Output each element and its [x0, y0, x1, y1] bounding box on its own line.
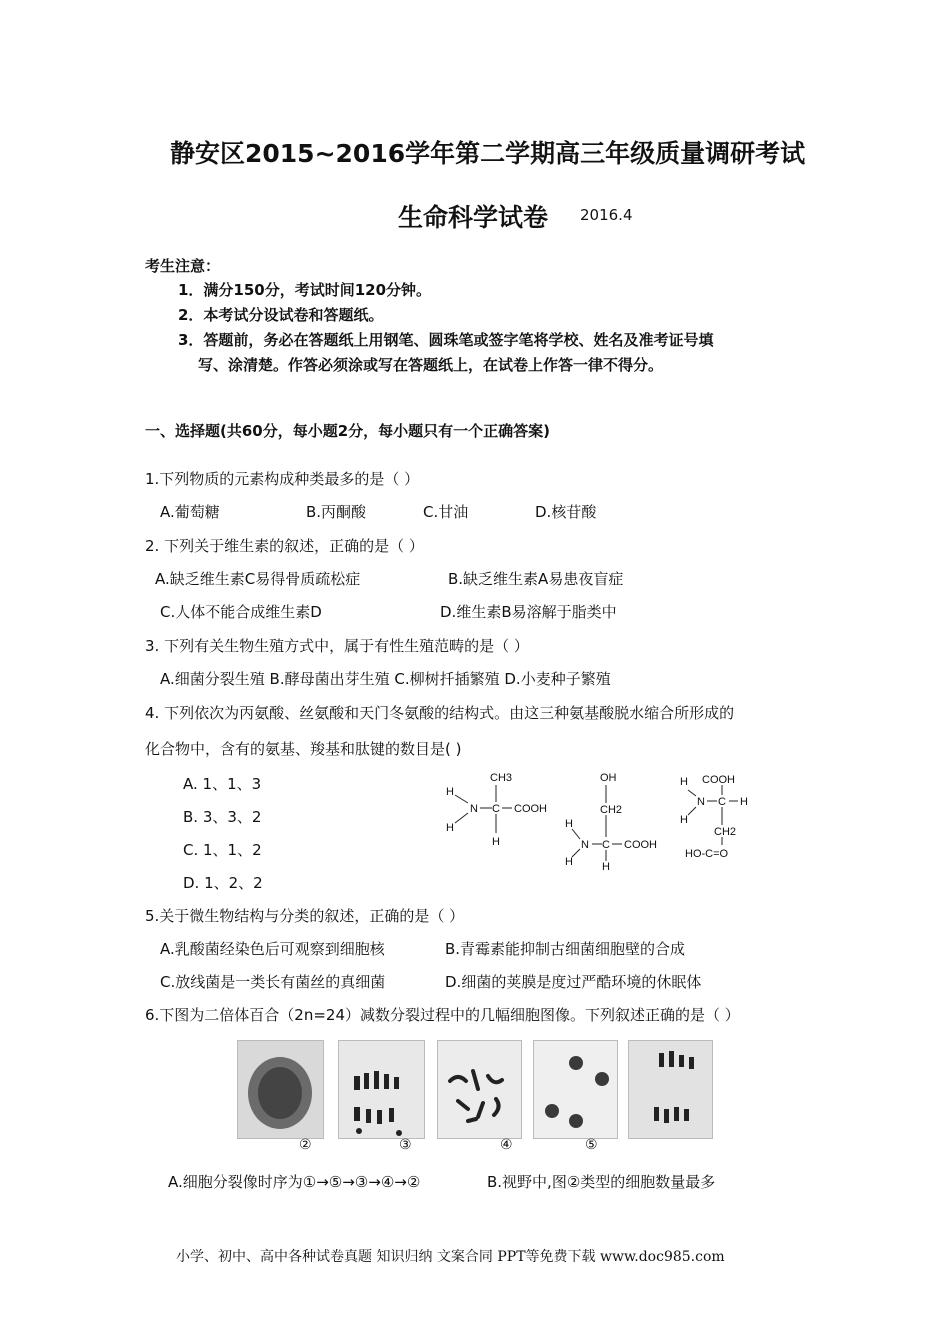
chem-label: COOH — [624, 839, 657, 851]
option-a: A. 1、1、3 — [183, 775, 262, 793]
figure-label: ② — [299, 1137, 312, 1153]
chem-label: H — [740, 796, 748, 808]
option-b: B.缺乏维生素A易患夜盲症 — [448, 570, 624, 588]
micrograph-2 — [338, 1040, 425, 1139]
option-b: B.青霉素能抑制古细菌细胞壁的合成 — [445, 940, 686, 958]
chem-label: H — [446, 786, 454, 798]
option-row: A.细菌分裂生殖 B.酵母菌出芽生殖 C.柳树扦插繁殖 D.小麦种子繁殖 — [160, 670, 611, 688]
option-c: C.甘油 — [423, 503, 469, 521]
option-c: C.人体不能合成维生素D — [160, 603, 322, 621]
option-d: D.核苷酸 — [535, 503, 597, 521]
option-b: B.丙酮酸 — [306, 503, 367, 521]
chem-label: H — [565, 856, 573, 868]
option-d: D. 1、2、2 — [183, 874, 263, 892]
chem-label: H — [446, 822, 454, 834]
option-c: C.放线菌是一类长有菌丝的真细菌 — [160, 973, 386, 991]
option-b: B. 3、3、2 — [183, 808, 262, 826]
chem-label: H — [492, 836, 500, 848]
question-stem: 6.下图为二倍体百合（2n=24）减数分裂过程中的几幅细胞图像。下列叙述正确的是（ ） — [145, 1006, 740, 1024]
option-d: D.细菌的荚膜是度过严酷环境的休眠体 — [445, 973, 702, 991]
chem-label: COOH — [514, 803, 547, 815]
question-stem: 1.下列物质的元素构成种类最多的是（ ） — [145, 470, 420, 488]
exam-subject: 生命科学试卷 — [398, 203, 549, 232]
micrograph-3 — [437, 1040, 522, 1139]
question-stem: 3. 下列有关生物生殖方式中，属于有性生殖范畴的是（ ） — [145, 637, 529, 655]
chem-label: OH — [600, 772, 617, 784]
chem-label: C — [718, 796, 726, 808]
micrograph-5 — [628, 1040, 713, 1139]
option-a: A.细胞分裂像时序为①→⑤→③→④→② — [168, 1173, 421, 1191]
option-c: C. 1、1、2 — [183, 841, 262, 859]
option-b: B.视野中,图②类型的细胞数量最多 — [487, 1173, 716, 1191]
page-title: 静安区2015~2016学年第二学期高三年级质量调研考试 — [170, 139, 806, 168]
page-footer: 小学、初中、高中各种试卷真题 知识归纳 文案合同 PPT等免费下载 www.doc985.com — [176, 1249, 725, 1265]
chem-label: C — [602, 839, 610, 851]
option-d: D.维生素B易溶解于脂类中 — [440, 603, 617, 621]
chem-label: COOH — [702, 774, 735, 786]
chem-label: N — [470, 803, 478, 815]
figure-label: ⑤ — [585, 1137, 598, 1153]
chem-label: C — [492, 803, 500, 815]
chem-label: H — [680, 776, 688, 788]
notice-heading: 考生注意： — [145, 257, 221, 275]
chem-label: H — [602, 861, 610, 873]
section-heading: 一、选择题(共60分，每小题2分，每小题只有一个正确答案) — [145, 422, 551, 440]
question-stem: 5.关于微生物结构与分类的叙述，正确的是（ ） — [145, 907, 465, 925]
question-stem: 2. 下列关于维生素的叙述，正确的是（ ） — [145, 537, 424, 555]
chem-label: CH2 — [714, 826, 737, 838]
amino-acid-structures — [440, 765, 770, 875]
notice-item: 写、涂清楚。作答必须涂或写在答题纸上，在试卷上作答一律不得分。 — [198, 356, 664, 374]
micrograph-4 — [533, 1040, 618, 1139]
chem-label: CH2 — [600, 804, 623, 816]
chem-label: H — [680, 814, 688, 826]
exam-date: 2016.4 — [580, 206, 633, 224]
notice-item: 2．本考试分设试卷和答题纸。 — [178, 306, 384, 324]
chem-label: N — [697, 796, 705, 808]
chem-label: H — [565, 818, 573, 830]
figure-label: ③ — [399, 1137, 412, 1153]
notice-item: 1．满分150分，考试时间120分钟。 — [178, 281, 432, 299]
option-a: A.乳酸菌经染色后可观察到细胞核 — [160, 940, 385, 958]
option-a: A.葡萄糖 — [160, 503, 220, 521]
chem-label: N — [581, 839, 589, 851]
option-a: A.缺乏维生素C易得骨质疏松症 — [155, 570, 361, 588]
figure-label: ④ — [500, 1137, 513, 1153]
chem-label: HO-C=O — [685, 848, 729, 860]
chem-label: CH3 — [490, 772, 513, 784]
question-stem: 4. 下列依次为丙氨酸、丝氨酸和天门冬氨酸的结构式。由这三种氨基酸脱水缩合所形成的 — [145, 704, 735, 722]
micrograph-1 — [237, 1040, 324, 1139]
question-stem-cont: 化合物中，含有的氨基、羧基和肽键的数目是( ) — [145, 740, 462, 758]
notice-item: 3．答题前，务必在答题纸上用钢笔、圆珠笔或签字笔将学校、姓名及准考证号填 — [178, 331, 714, 349]
